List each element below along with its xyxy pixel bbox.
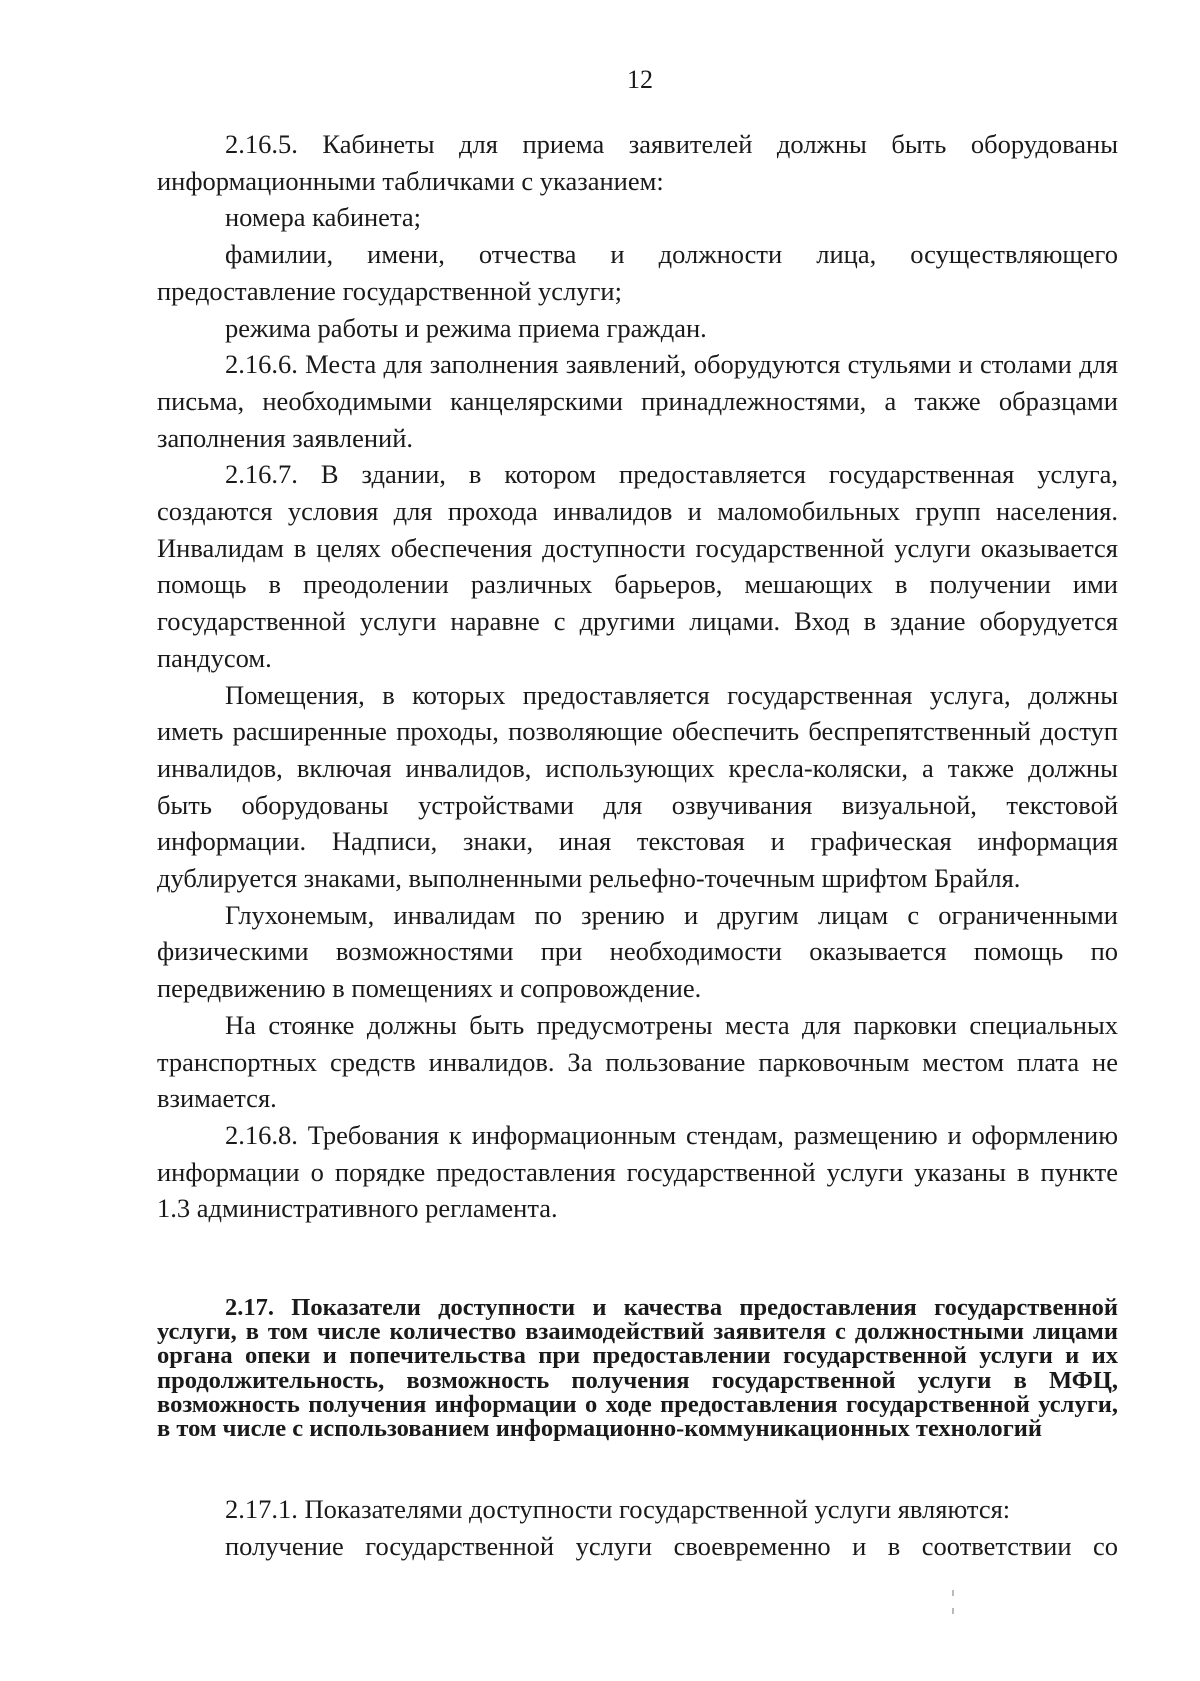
page-number: 12 <box>627 65 653 94</box>
paragraph-2-16-6: 2.16.6. Места для заполнения заявлений, оборудуются стульями и столами для письма, необходимыми канцелярскими принадлежностями, а также образцами заполнения заявлений. <box>157 349 1118 453</box>
list-item-official-name: фамилии, имени, отчества и должности лица, осуществляющего предоставление государственной услуги; <box>157 239 1118 306</box>
paragraph-2-16-7: 2.16.7. В здании, в котором предоставляется государственная услуга, создаются условия для прохода инвалидов и маломобильных групп населения. Инвалидам в целях обеспечения доступности государственной услуги оказывается помощь в преодолении различных барьеров, мешающих в получении ими государственной услуги наравне с другими лицами. Вход в здание оборудуется пандусом. <box>157 459 1118 673</box>
scan-speck <box>952 1608 954 1614</box>
body-text-continued <box>157 1491 1118 1564</box>
paragraph-parking: На стоянке должны быть предусмотрены места для парковки специальных транспортных средств инвалидов. За пользование парковочным местом плата не взимается. <box>157 1009 1118 1114</box>
body-text <box>157 126 1118 1227</box>
scan-speck <box>952 1590 954 1596</box>
paragraph-assistance: Глухонемым, инвалидам по зрению и другим лицам с ограниченными физическими возможностями при необходимости оказывается помощь по передвижению в помещениях и сопровождение. <box>157 899 1118 1004</box>
paragraph-2-16-5: 2.16.5. Кабинеты для приема заявителей должны быть оборудованы информационными табличками с указанием: <box>157 129 1118 196</box>
list-item-working-hours: режима работы и режима приема граждан. <box>225 312 707 343</box>
paragraph-timely-service: получение государственной услуги своевременно и в соответствии со <box>225 1530 1118 1561</box>
paragraph-2-16-8: 2.16.8. Требования к информационным стендам, размещению и оформлению информации о порядке предоставления государственной услуги указаны в пункте 1.3 административного регламента. <box>157 1119 1118 1224</box>
list-item-room-number: номера кабинета; <box>225 202 421 233</box>
paragraph-premises: Помещения, в которых предоставляется государственная услуга, должны иметь расширенные проходы, позволяющие обеспечить беспрепятственный доступ инвалидов, включая инвалидов, использующих кресла-коляски, а также должны быть оборудованы устройствами для озвучивания визуальной, текстовой информации. Надписи, знаки, иная текстовая и графическая информация дублируется знаками, выполненными рельефно-точечным шрифтом Брайля. <box>157 679 1118 894</box>
paragraph-2-17-1: 2.17.1. Показателями доступности государственной услуги являются: <box>225 1494 1011 1524</box>
section-heading-2-17: 2.17. Показатели доступности и качества предоставления государственной услуги, в том числе количество взаимодействий заявителя с должностными лицами органа опеки и попечительства при предоставлении государственной услуги и их продолжительность, возможность получения государственной услуги в МФЦ, возможность получения информации о ходе предоставления государственной услуги, в том числе с использованием информационно-коммуникационных технологий <box>157 1294 1118 1443</box>
